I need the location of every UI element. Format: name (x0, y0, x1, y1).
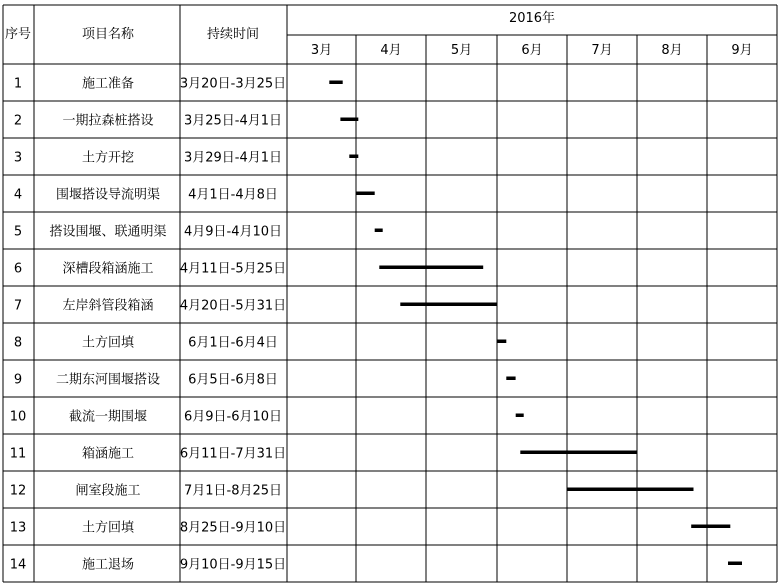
task-seq: 6 (13, 261, 23, 277)
task-bar (340, 118, 358, 122)
task-seq: 8 (13, 335, 23, 351)
month-label: 8月 (661, 43, 683, 58)
task-duration: 6月1日-6月4日 (188, 335, 278, 351)
month-label: 6月 (521, 43, 543, 58)
task-name: 搭设围堰、联通明渠 (49, 224, 167, 240)
task-name: 二期东河围堰搭设 (55, 372, 161, 388)
task-duration: 7月1日-8月25日 (183, 483, 283, 499)
task-name: 深槽段箱涵施工 (62, 261, 154, 277)
header-name: 项目名称 (81, 27, 135, 42)
task-seq: 3 (13, 150, 23, 166)
task-name: 箱涵施工 (81, 446, 135, 462)
task-bar (728, 562, 742, 566)
task-bar (516, 414, 524, 418)
task-bar (567, 488, 694, 492)
task-duration: 9月10日-9月15日 (179, 557, 287, 573)
task-name: 土方开挖 (81, 150, 135, 166)
task-seq: 5 (13, 224, 23, 240)
task-bar (349, 155, 358, 159)
task-seq: 11 (9, 446, 27, 462)
task-seq: 7 (13, 298, 23, 314)
task-bar (691, 525, 730, 529)
header-duration: 持续时间 (206, 27, 260, 42)
task-seq: 1 (13, 76, 23, 92)
task-bar (497, 340, 506, 344)
task-bar (329, 81, 342, 85)
task-name: 土方回填 (81, 520, 135, 536)
header-year: 2016年 (508, 11, 556, 26)
task-name: 土方回填 (81, 335, 135, 351)
task-bar (506, 377, 515, 381)
task-duration: 4月20日-5月31日 (179, 298, 287, 314)
task-rows (10, 76, 286, 573)
task-bar (379, 266, 483, 270)
task-duration: 6月9日-6月10日 (183, 409, 283, 425)
task-duration: 6月5日-6月8日 (188, 372, 278, 388)
task-seq: 14 (9, 557, 27, 573)
task-duration: 3月29日-4月1日 (183, 150, 283, 166)
task-duration: 8月25日-9月10日 (179, 520, 287, 536)
task-duration: 4月9日-4月10日 (183, 224, 283, 240)
task-duration: 6月11日-7月31日 (179, 446, 287, 462)
month-label: 5月 (450, 43, 473, 58)
task-seq: 12 (9, 483, 27, 499)
task-name: 一期拉森桩搭设 (62, 113, 154, 129)
month-headers (311, 43, 753, 58)
task-seq: 9 (13, 372, 23, 388)
task-name: 左岸斜管段箱涵 (62, 298, 154, 314)
month-label: 9月 (731, 43, 753, 58)
task-seq: 13 (9, 520, 27, 536)
task-duration: 3月25日-4月1日 (183, 113, 283, 129)
task-name: 闸室段施工 (75, 483, 141, 499)
task-seq: 2 (13, 113, 23, 129)
task-bar (400, 303, 497, 307)
task-bar (356, 192, 375, 196)
task-duration: 3月20日-3月25日 (179, 76, 287, 92)
task-name: 施工退场 (81, 557, 135, 573)
task-seq: 4 (13, 187, 23, 203)
month-label: 4月 (380, 43, 402, 58)
task-bar (375, 229, 383, 233)
task-duration: 4月11日-5月25日 (179, 261, 287, 277)
task-bar (520, 451, 637, 455)
month-label: 7月 (591, 43, 613, 58)
task-duration: 4月1日-4月8日 (188, 187, 278, 203)
task-name: 围堰搭设导流明渠 (55, 187, 161, 203)
header-seq: 序号 (4, 27, 32, 42)
task-name: 截流一期围堰 (68, 409, 148, 425)
month-label: 3月 (310, 43, 333, 58)
task-seq: 10 (9, 409, 27, 425)
task-name: 施工准备 (81, 76, 135, 92)
